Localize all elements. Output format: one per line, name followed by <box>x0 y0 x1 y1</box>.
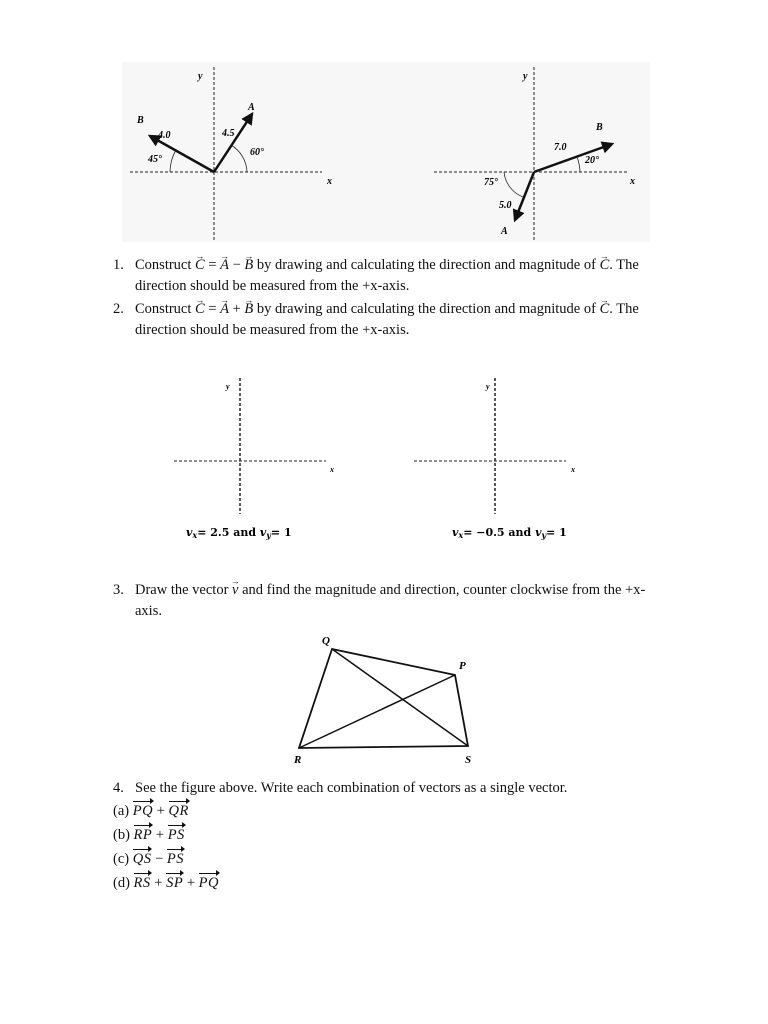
q1-vec-a: → A <box>220 255 229 276</box>
quadrilateral-figure <box>285 630 485 770</box>
q4-vector: QS <box>132 851 152 867</box>
q4-operator: + <box>154 875 163 891</box>
q3-post: and find the magnitude and direction, counter clockwise from the +x- <box>242 582 646 598</box>
q3-line2: axis. <box>135 603 162 619</box>
q4-text: See the figure above. Write each combination of vectors as a single vector. <box>135 780 568 796</box>
q4-vector: PS <box>167 827 185 843</box>
left-vec-a-label: A <box>248 102 255 113</box>
q2-vec-b: → B <box>244 299 253 320</box>
vertex-r: R <box>294 754 302 766</box>
vertex-s: S <box>465 754 472 766</box>
left-vector-a <box>214 114 252 172</box>
right-y-label: y <box>523 71 528 82</box>
right-vector-a <box>515 172 534 220</box>
question-1: 1. Construct → C = → A − → B by drawing and calculating the direction and magnitude of → C. The direction should be measured from the +x-axis. <box>113 255 673 299</box>
q2-pre: Construct <box>135 301 192 317</box>
q4-vector: SP <box>166 875 184 891</box>
right-mag-b: 7.0 <box>554 142 567 153</box>
vector-diagrams-svg <box>122 62 650 242</box>
vertex-q: Q <box>322 635 330 647</box>
q2-vec-c: → C <box>195 299 205 320</box>
q1-pre: Construct <box>135 257 192 273</box>
right-mag-a: 5.0 <box>499 200 512 211</box>
blank-left-caption: vx= 2.5 and vy= 1 <box>186 526 292 540</box>
q2-vec-c-end: → C <box>600 299 610 320</box>
vertex-p: P <box>459 660 466 672</box>
vector-figure-top <box>122 62 650 242</box>
q2-line2: direction should be measured from the +x-axis. <box>135 322 410 338</box>
q1-operator: − <box>232 257 241 273</box>
q1-end: . The <box>609 257 639 273</box>
q4-item-label: (b) <box>113 827 130 843</box>
q4-item-label: (a) <box>113 803 130 819</box>
question-4-number: 4. <box>113 780 124 796</box>
q2-operator: + <box>232 301 241 317</box>
q1-vec-c: → C <box>195 255 205 276</box>
q2-post: by drawing and calculating the direction and magnitude of <box>256 301 596 317</box>
q3-pre: Draw the vector <box>135 582 229 598</box>
blank-axes-right <box>414 378 575 540</box>
q4-operator: + <box>155 827 165 843</box>
question-2-number: 2. <box>113 301 124 317</box>
left-y-label: y <box>198 71 203 82</box>
right-vector-diagram <box>434 67 635 240</box>
q4-item-label: (d) <box>113 875 130 891</box>
quad-outline <box>299 649 468 748</box>
q4-operator: + <box>156 803 165 819</box>
right-angle-b: 20° <box>585 155 599 166</box>
blank-axes-svg <box>160 372 600 552</box>
q4-item-d <box>113 875 413 899</box>
question-1-number: 1. <box>113 257 124 273</box>
blank-left-y-label: y <box>226 382 230 391</box>
question-3 <box>113 580 673 624</box>
left-angle-b-arc <box>170 150 176 172</box>
q4-item-c <box>113 851 413 875</box>
question-4 <box>113 778 673 800</box>
q4-operator: − <box>155 851 164 867</box>
blank-left-x-label: x <box>330 465 334 474</box>
right-angle-b-arc <box>577 157 580 172</box>
blank-right-y-label: y <box>486 382 490 391</box>
q1-vec-c-end: → C <box>600 255 610 276</box>
question-4-items <box>113 803 413 899</box>
q4-vector: RS <box>133 875 151 891</box>
right-angle-a: 75° <box>484 177 498 188</box>
left-angle-a: 60° <box>250 147 264 158</box>
left-mag-a: 4.5 <box>222 128 235 139</box>
right-angle-a-arc <box>504 172 523 197</box>
q4-item-label: (c) <box>113 851 130 867</box>
right-vec-a-label: A <box>501 226 508 237</box>
question-3-number: 3. <box>113 582 124 598</box>
q4-vector: RP <box>133 827 153 843</box>
quadrilateral-svg <box>285 630 485 770</box>
left-mag-b: 4.0 <box>158 130 171 141</box>
q4-vector: QR <box>168 803 189 819</box>
q4-vector: PQ <box>198 875 219 891</box>
blank-axes-left <box>174 378 334 540</box>
left-vec-b-label: B <box>137 115 144 126</box>
q2-end: . The <box>609 301 639 317</box>
q4-operator: + <box>186 875 196 891</box>
blank-right-caption: vx= −0.5 and vy= 1 <box>452 526 567 540</box>
q1-post: by drawing and calculating the direction and magnitude of <box>256 257 596 273</box>
left-vector-diagram <box>130 67 332 240</box>
right-x-label: x <box>630 176 635 187</box>
q4-item-a <box>113 803 413 827</box>
q1-line2: direction should be measured from the +x-axis. <box>135 278 410 294</box>
q1-vec-b: → B <box>244 255 253 276</box>
q2-vec-a: → A <box>220 299 229 320</box>
blank-right-x-label: x <box>571 465 575 474</box>
right-vector-b <box>534 144 612 172</box>
left-x-label: x <box>327 176 332 187</box>
q4-vector: PQ <box>132 803 154 819</box>
left-angle-a-arc <box>231 145 247 172</box>
q3-vec-v: → v <box>232 580 238 601</box>
left-angle-b: 45° <box>148 154 162 165</box>
diagonal-pr <box>299 675 455 748</box>
right-vec-b-label: B <box>596 122 603 133</box>
q4-vector: PS <box>166 851 184 867</box>
question-2: 2. Construct → C = → A + → B by drawing and calculating the direction and magnitude of → C. The direction should be measured from the +x-axis. <box>113 299 673 343</box>
blank-axes-figure <box>160 372 600 552</box>
q4-item-b <box>113 827 413 851</box>
